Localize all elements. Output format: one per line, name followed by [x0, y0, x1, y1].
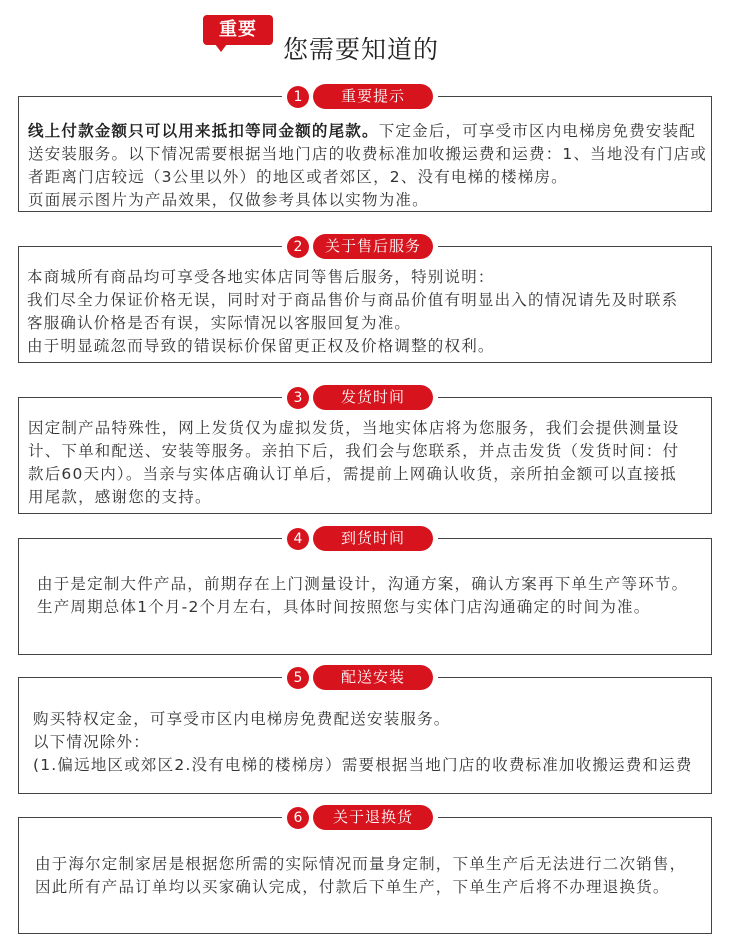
- bold-lead-text: 线上付款金额只可以用来抵扣等同金额的尾款。: [28, 122, 379, 140]
- section-line: 因定制产品特殊性，网上发货仅为虚拟发货，当地实体店将为您服务，我们会提供测量设: [28, 419, 680, 437]
- section-line: 款后60天内）。当亲与实体店确认订单后，需提前上网确认收货，亲所拍金额可以直接抵: [28, 465, 677, 483]
- section-line: 者距离门店较远（3公里以外）的地区或者郊区，2、没有电梯的楼梯房。: [28, 168, 568, 186]
- section-body: [19, 539, 711, 619]
- section-returns: [18, 808, 712, 934]
- section-line: 用尾款，感谢您的支持。: [28, 488, 212, 506]
- section-body: [19, 247, 711, 358]
- section-line: 送安装服务。以下情况需要根据当地门店的收费标准加收搬运费和运费：1、当地没有门店或: [28, 145, 708, 163]
- page-title: 您需要知道的: [283, 35, 440, 64]
- section-badge: [282, 84, 438, 109]
- section-label: 重要提示: [313, 84, 433, 109]
- section-line: 本商城所有商品均可享受各地实体店同等售后服务，特别说明：: [27, 268, 495, 286]
- section-number: 3: [287, 387, 309, 409]
- section-line: 生产周期总体1个月-2个月左右，具体时间按照您与实体门店沟通确定的时间为准。: [37, 598, 651, 616]
- section-delivery-install: [18, 668, 712, 794]
- section-label: 到货时间: [313, 526, 433, 551]
- section-line: [28, 120, 711, 143]
- section-body: [19, 678, 711, 777]
- section-arrival-time: [18, 529, 712, 655]
- section-number: 1: [287, 86, 309, 108]
- section-label: 关于售后服务: [313, 234, 433, 259]
- section-line: 因此所有产品订单均以买家确认完成，付款后下单生产，下单生产后将不办理退换货。: [35, 878, 670, 896]
- section-line: 购买特权定金，可享受市区内电梯房免费配送安装服务。: [33, 710, 451, 728]
- badge-tail: [215, 44, 227, 52]
- section-badge: [282, 805, 438, 830]
- section-badge: [282, 526, 438, 551]
- section-body: [19, 97, 711, 212]
- section-number: 5: [287, 667, 309, 689]
- important-badge: [203, 15, 273, 45]
- section-line: 我们尽全力保证价格无误，同时对于商品售价与商品价值有明显出入的情况请先及时联系: [27, 291, 679, 309]
- section-line: 由于明显疏忽而导致的错误标价保留更正权及价格调整的权利。: [27, 337, 495, 355]
- section-line: 页面展示图片为产品效果，仅做参考具体以实物为准。: [28, 191, 429, 209]
- section-number: 6: [287, 807, 309, 829]
- section-body: [19, 398, 711, 509]
- section-line: (1.偏远地区或郊区2.没有电梯的楼梯房）需要根据当地门店的收费标准加收搬运费和运费: [33, 756, 693, 774]
- section-line: 由于海尔定制家居是根据您所需的实际情况而量身定制，下单生产后无法进行二次销售，: [35, 855, 687, 873]
- section-number: 4: [287, 528, 309, 550]
- section-label: 发货时间: [313, 385, 433, 410]
- section-line: 客服确认价格是否有误，实际情况以客服回复为准。: [27, 314, 412, 332]
- section-line: 由于是定制大件产品，前期存在上门测量设计，沟通方案，确认方案再下单生产等环节。: [37, 575, 689, 593]
- section-label: 关于退换货: [313, 805, 433, 830]
- section-badge: [282, 665, 438, 690]
- section-label: 配送安装: [313, 665, 433, 690]
- section-badge: [282, 385, 438, 410]
- section-badge: [282, 234, 438, 259]
- section-number: 2: [287, 236, 309, 258]
- section-after-sales: [18, 237, 712, 363]
- section-line: 以下情况除外：: [33, 733, 150, 751]
- important-badge-label: 重要: [219, 19, 257, 40]
- line-text: 下定金后，可享受市区内电梯房免费安装配: [378, 122, 697, 140]
- section-shipping-time: [18, 388, 712, 514]
- section-body: [19, 818, 711, 899]
- section-important-tips: [18, 87, 712, 212]
- section-line: 计、下单和配送、安装等服务。亲拍下后，我们会与您联系，并点击发货（发货时间：付: [28, 442, 680, 460]
